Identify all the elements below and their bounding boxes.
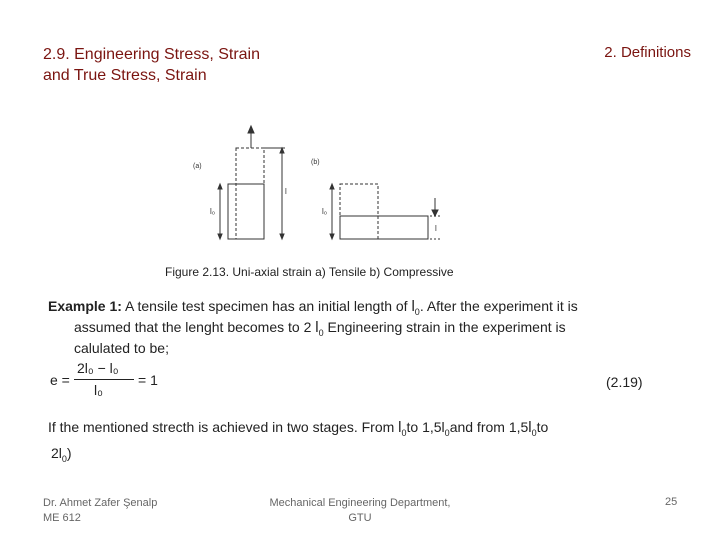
symbol-l: l: [528, 419, 532, 436]
compressive-l0-label: l₀: [322, 207, 328, 216]
stages-to1: to 1,5l: [406, 419, 445, 435]
symbol-l: l: [315, 319, 319, 336]
strain-figure: [190, 122, 460, 262]
section-heading: 2. Definitions: [604, 44, 691, 61]
subscript-0: 0: [531, 427, 537, 438]
tensile-l0-label: l₀: [210, 207, 216, 216]
slide-title: [43, 44, 343, 86]
stages-line-1: [48, 417, 548, 444]
footer-dept-line1: Mechanical Engineering Department,: [269, 497, 451, 509]
stages-final-start: 2l: [51, 445, 62, 461]
stages-and-from: and from 1,5: [449, 419, 529, 435]
formula-numerator: 2l₀ − l₀: [77, 360, 119, 376]
footer-author-block: [43, 496, 157, 526]
tensile-specimen: [228, 184, 264, 239]
subscript-0: 0: [414, 306, 420, 317]
example-line2-start: assumed that the lenght becomes to 2: [74, 319, 316, 335]
example-line-3: calulated to be;: [74, 340, 169, 356]
subscript-0: 0: [401, 427, 407, 438]
page-number: 25: [665, 496, 678, 508]
compressive-specimen: [340, 216, 428, 239]
slide-title-line1: 2.9. Engineering Stress, Strain: [43, 46, 261, 63]
figure-label-b: (b): [311, 159, 320, 166]
example-line2-end: Engineering strain in the experiment is: [323, 319, 566, 335]
formula-rhs: = 1: [138, 372, 158, 388]
formula-denominator: l₀: [94, 382, 103, 398]
tensile-l-label: l: [285, 187, 287, 196]
stages-final-end: ): [66, 445, 72, 461]
tensile-original-outline: [228, 184, 264, 239]
compressive-l-label: l: [435, 224, 437, 233]
subscript-0: 0: [444, 427, 450, 438]
example-line1-end: . After the experiment it is: [419, 298, 578, 314]
subscript-0: 0: [318, 327, 324, 338]
tensile-diagram: [193, 126, 287, 239]
fraction-bar: [74, 379, 134, 380]
figure-label-a: (a): [193, 163, 202, 170]
slide-title-line2: and True Stress, Strain: [43, 67, 207, 84]
stages-text: If the mentioned strecth is achieved in two stages. From: [48, 419, 399, 435]
stages-line-2: [51, 443, 72, 470]
footer-dept-line2: GTU: [348, 512, 372, 524]
stages-to2: to: [536, 419, 549, 435]
example-label: Example 1:: [48, 298, 122, 314]
subscript-0: 0: [61, 453, 67, 464]
tensile-elongated-outline: [236, 148, 264, 239]
compressive-original-outline: [340, 184, 378, 239]
footer-department-block: [262, 496, 458, 526]
footer-course: ME 612: [43, 512, 81, 524]
example-line1-text: A tensile test specimen has an initial length of: [121, 298, 412, 314]
compressive-diagram: [311, 159, 442, 239]
footer-author: Dr. Ahmet Zafer Şenalp: [43, 497, 158, 509]
figure-caption: Figure 2.13. Uni-axial strain a) Tensile b) Compressive: [165, 265, 454, 279]
strain-formula: [50, 360, 170, 405]
formula-lhs: e =: [50, 372, 70, 388]
symbol-l: l: [411, 298, 415, 315]
symbol-l: l: [398, 419, 402, 436]
equation-number: (2.19): [606, 374, 643, 390]
